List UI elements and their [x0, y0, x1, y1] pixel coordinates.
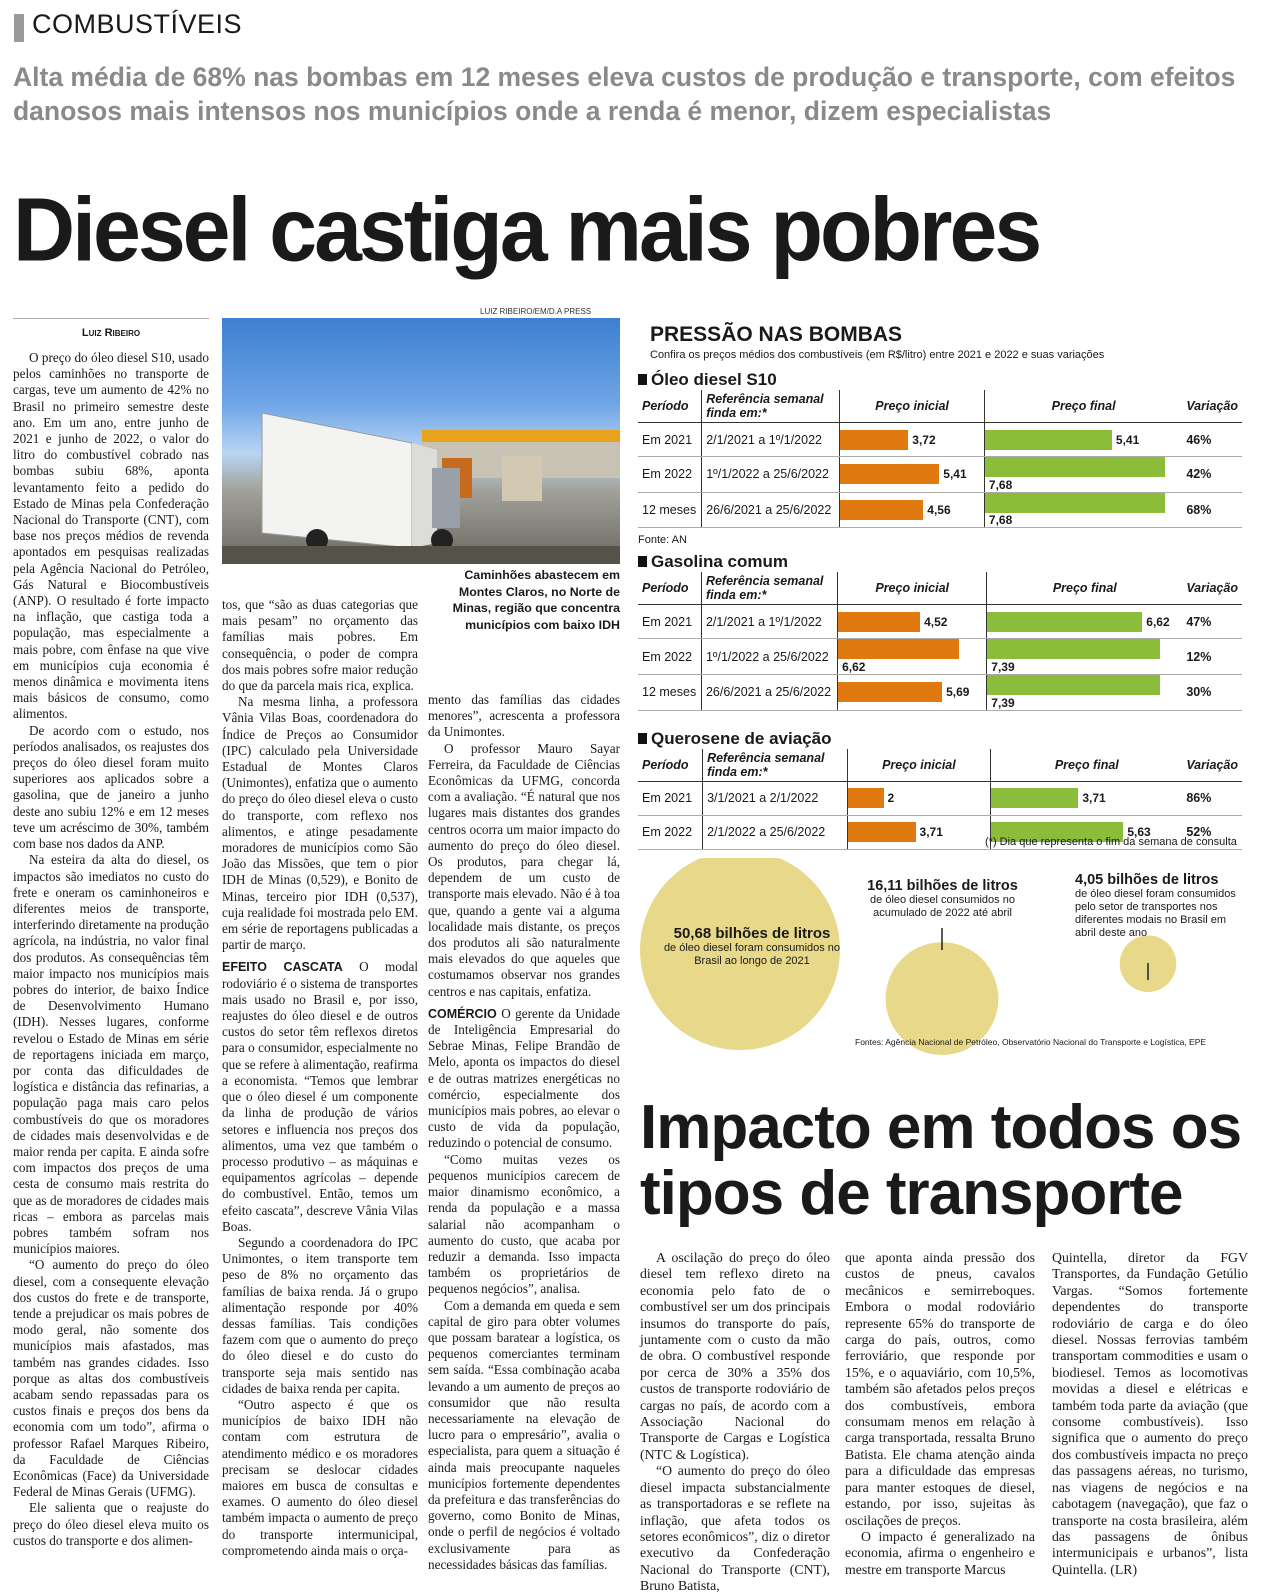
price-tables	[638, 370, 1248, 850]
column-header: Período	[638, 749, 703, 782]
initial-price-cell	[847, 781, 991, 815]
bubble-label-2022: 16,11 bilhões de litros de óleo diesel consumidos no acumulado de 2022 até abril	[867, 878, 1018, 919]
initial-price-label: 5,41	[943, 467, 967, 482]
column-header: Referência semanal finda em:*	[703, 749, 847, 782]
paragraph: Na mesma linha, a professora Vânia Vilas Boas, coordenadora do Índice de Preços ao Consumidor (IPC) calculado pela Universidade Estadual de Montes Claros (Unimontes), enfatiza que o aumento do preço do óleo diesel eleva o custo do transporte, com reflexo nos alimentos, e atinge pesadamente moradores de municípios como São João das Missões, que tem o pior IDH de Minas (0,529), e Bonito de Minas, terceiro pior IDH (0,537), cuja realidade foi mostrada pelo EM. em série de reportagens publicadas a partir de março.	[222, 694, 418, 953]
final-price-cell	[984, 492, 1182, 528]
period-cell: Em 2022	[638, 457, 702, 493]
initial-price-label: 3,72	[912, 432, 936, 447]
initial-price-cell	[840, 457, 985, 493]
period-cell: Em 2022	[638, 639, 701, 675]
column-header: Variação	[1182, 749, 1242, 782]
article-column-2	[222, 597, 418, 1559]
initial-price-cell	[838, 605, 987, 639]
price-table	[638, 572, 1242, 710]
column-header: Referência semanal finda em:*	[701, 572, 837, 605]
final-price-cell	[987, 639, 1183, 675]
variation-cell: 86%	[1182, 781, 1242, 815]
article-column-1	[13, 350, 209, 1549]
final-price-label: 7,39	[991, 695, 1015, 710]
final-price-label: 6,62	[1146, 614, 1170, 629]
article-column-3	[428, 692, 620, 1573]
paragraph: Na esteira da alta do diesel, os impactos são imediatos no custo do frete e oneram os caminhoneiros e diferentes meios de transporte, interferindo diretamente na produção agrícola, na indústria, no valor final dos produtos. As consequências têm maior impacto nos municípios mais pobres do interior, de baixo Índice de Desenvolvimento Humano (IDH). Nesses lugares, conforme revelou o Estado de Minas em série de reportagens iniciada em março, por conta das dificuldades de logística e distância das refinarias, a população paga mais caro pelos combustíveis do que os moradores de cidades mais desenvolvidas e de maior renda per capita. E ainda sofre com impactos dos preços de uma cesta de consumo mais restrita do que as de moradores de cidades mais ricas – embora as parcelas mais pobres também sofram nos municípios maiores.	[13, 852, 209, 1257]
infographic-sources: Fontes: Agência Nacional de Petróleo, Observatório Nacional do Transporte e Logística, EPE	[855, 1037, 1207, 1047]
initial-price-label: 4,52	[924, 614, 948, 629]
square-icon	[638, 374, 647, 385]
final-price-label: 7,39	[991, 660, 1015, 675]
footnote: (*) Dia que representa o fim da semana de consulta	[985, 836, 1237, 848]
initial-price-bar	[838, 639, 959, 659]
final-price-label: 7,68	[988, 477, 1013, 492]
subhead-efeito-cascata: EFEITO CASCATA	[222, 960, 343, 975]
paragraph: “Como muitas vezes os pequenos municípios carecem de maior dinamismo econômico, a renda da população e a massa salarial não acompanham o aumento do custo, que acaba por reduzir a demanda. Isso impacta também os proprietários de pequenos negócios”, analisa.	[428, 1151, 620, 1297]
paragraph: tos, que “são as duas categorias que mais pesam” no orçamento das famílias mais pobres. Em consequência, o poder de compra dos mais pobres sofre maior redução do que da parcela mais rica, explica.	[222, 597, 418, 694]
initial-price-bar	[840, 430, 908, 450]
table-row	[638, 605, 1242, 639]
truck-illustration	[222, 318, 620, 564]
final-price-bar	[985, 430, 1112, 450]
final-price-cell	[987, 605, 1183, 639]
variation-cell: 68%	[1182, 492, 1242, 528]
column-header: Preço inicial	[840, 390, 985, 423]
paragraph: COMÉRCIO O gerente da Unidade de Inteligência Empresarial do Sebrae Minas, Felipe Brandão de Melo, aponta os impactos do diesel e de outras matrizes energéticas no comércio, especialmente dos municípios mais pobres, ao elevar o custo de vida da população, reduzindo o potencial de consumo.	[428, 1005, 620, 1151]
section-marker	[14, 14, 24, 42]
column-header: Período	[638, 390, 702, 423]
sub-article-column-2	[845, 1250, 1035, 1578]
variation-cell: 52%	[1182, 815, 1242, 849]
variation-cell: 42%	[1182, 457, 1242, 493]
infographic-title: PRESSÃO NAS BOMBAS	[650, 323, 903, 346]
paragraph: mento das famílias das cidades menores”, acrescenta a professora da Unimontes.	[428, 692, 620, 740]
paragraph: Com a demanda em queda e sem capital de giro para obter volumes que possam baratear a logística, os pequenos comerciantes terminam sem saída. “Essa combinação acaba levando a um aumento de preços ao consumidor que não resulta necessariamente na elevação de lucro para o empresário”, avalia o especialista, para quem a situação é ainda mais preocupante naqueles municípios fortemente dependentes da prefeitura e das transferências do governo, como Bonito de Minas, onde o perfil de negócios é voltado exclusivamente para as necessidades básicas das famílias.	[428, 1297, 620, 1572]
price-table	[638, 749, 1242, 850]
price-table-block	[638, 552, 1248, 710]
table-row	[638, 492, 1242, 528]
reference-cell: 1º/1/2022 a 25/6/2022	[701, 639, 837, 675]
paragraph: O preço do óleo diesel S10, usado pelos caminhões no transporte de cargas, teve um aumento de 42% no Brasil no primeiro semestre deste ano. Em um ano, entre junho de 2021 e junho de 2022, o valor do litro do combustível cobrado nas bombas subiu 68%, aponta levantamento feito a pedido do Estado de Minas pela Confederação Nacional do Transporte (CNT), com base nos preços médios de revenda apontados em pesquisas realizadas pela Agência Nacional do Petróleo, Gás Natural e Biocombustíveis (ANP). O resultado é forte impacto na inflação, que castiga toda a população, mas especialmente a mais pobre, com ênfase na que vive em municípios cuja economia é menos dinâmica e movimenta itens mais básicos de consumo, como alimentos.	[13, 350, 209, 722]
square-icon	[638, 733, 647, 744]
initial-price-label: 5,69	[946, 685, 970, 700]
price-table	[638, 390, 1242, 528]
final-price-label: 7,68	[988, 513, 1013, 528]
final-price-bar	[987, 612, 1142, 632]
paragraph: Quintella, diretor da FGV Transportes, da Fundação Getúlio Vargas. “Somos fortemente dependentes do transporte rodoviário de carga e do óleo diesel. Nossas ferrovias também transportam commodities e usam o biodiesel. Temos as locomotivas movidas a diesel e elétricas e também toda parte da aviação (que consome combustíveis). Isso significa que o aumento do preço dos combustíveis impacta no preço das passagens aéreas, no turismo, nas viagens de negócios e na cabotagem (navegação), que faz o transporte na costa brasileira, além das passagens de ônibus intermunicipais e urbanos”, lista Quintella. (LR)	[1052, 1250, 1248, 1577]
initial-price-cell	[840, 423, 985, 457]
final-price-bar	[985, 493, 1165, 513]
bubble-label-2021: 50,68 bilhões de litros de óleo diesel foram consumidos no Brasil ao longo de 2021	[663, 925, 841, 967]
final-price-bar	[987, 675, 1160, 695]
column-header: Preço final	[991, 749, 1183, 782]
section-tag: COMBUSTÍVEIS	[32, 9, 243, 39]
paragraph: que aponta ainda pressão dos custos de pneus, cavalos mecânicos e semirreboques. Embora o modal rodoviário represente 65% do transporte de carga do país, outros, como ferroviário, que responde por 15%, e o aquaviário, com 10,5%, também são afetados pelos preços dos combustíveis, embora consumam menos em relação à carga transportada, ressalta Bruno Batista. Ele chama atenção ainda para a dificuldade das empresas para manter estoques de diesel, estando, por isso, sujeitas às oscilações de preços.	[845, 1250, 1035, 1528]
paragraph: O professor Mauro Sayar Ferreira, da Faculdade de Ciências Econômicas da UFMG, concorda com a avaliação. “É natural que nos lugares mais distantes dos grandes centros ocorra um maior impacto do aumento do preço do óleo diesel. Os produtos, para chegar lá, dependem de um custo de transporte mais elevado. Não é à toa que, quando a gente vai a alguma localidade mais distante, os preços dos produtos ali são naturalmente mais elevados do que aqueles que costumamos observar nos grandes centros e nas capitais, enfatiza.	[428, 740, 620, 999]
paragraph: Segundo a coordenadora do IPC Unimontes, o item transporte tem peso de 8% no orçamento das famílias de baixa renda. Já o grupo alimentação responde por 40% dessas famílias. Tais condições fazem com que o aumento do preço do óleo diesel e do custo do transporte seja mais sentido nas cidades de baixa renda per capita.	[222, 1234, 418, 1396]
final-price-bar	[987, 639, 1160, 659]
reference-cell: 2/1/2022 a 25/6/2022	[703, 815, 847, 849]
paragraph: De acordo com o estudo, nos períodos analisados, os reajustes dos preços do óleo diesel foram muito superiores aos aplicados sobre a gasolina, que de janeiro a junho deste ano subiu 12% e em 12 meses teve um acréscimo de 30%, também com base nos dados da ANP.	[13, 722, 209, 852]
photo-caption: Caminhões abastecem em Montes Claros, no Norte de Minas, região que concentra municípios com baixo IDH	[452, 568, 620, 632]
subhead-comercio: COMÉRCIO	[428, 1006, 497, 1021]
bubble-label-april: 4,05 bilhões de litros de óleo diesel foram consumidos pelo setor de transportes nos diferentes modais no Brasil em abril deste ano	[1075, 872, 1236, 939]
final-price-cell	[984, 457, 1182, 493]
paragraph: Ele salienta que o reajuste do preço do óleo diesel eleva muito os custos do transporte e dos alimen-	[13, 1500, 209, 1548]
photo-credit: LUIZ RIBEIRO/EM/D.A PRESS	[480, 307, 592, 316]
reference-cell: 26/6/2021 a 25/6/2022	[702, 492, 840, 528]
final-price-bar	[985, 457, 1165, 477]
period-cell: 12 meses	[638, 492, 702, 528]
column-header: Preço inicial	[847, 749, 991, 782]
reference-cell: 2/1/2021 a 1º/1/2022	[701, 605, 837, 639]
final-price-label: 3,71	[1082, 791, 1106, 806]
initial-price-bar	[838, 612, 920, 632]
table-row	[638, 423, 1242, 457]
column-header: Preço inicial	[838, 572, 987, 605]
infographic-subtitle: Confira os preços médios dos combustíveis (em R$/litro) entre 2021 e 2022 e suas variações	[650, 349, 1105, 361]
paragraph: EFEITO CASCATA O modal rodoviário é o sistema de transportes mais usado no Brasil e, por isso, reajustes do óleo diesel e de outros custos do setor têm reflexos diretos para o consumidor, especialmente no que se refere à alimentação, reafirma a economista. “Temos que lembrar que o óleo diesel é um componente da linha de produção de vários setores e influencia nos preços dos alimentos, uma vez que também o processo produtivo – as máquinas e equipamentos agrícolas – depende do combustível. Então, temos um efeito cascata”, descreve Vânia Vilas Boas.	[222, 959, 418, 1234]
initial-price-label: 4,56	[927, 503, 951, 518]
sub-headline: Impacto em todos os tipos de transporte	[640, 1093, 1242, 1228]
initial-price-bar	[840, 464, 939, 484]
period-cell: Em 2021	[638, 423, 702, 457]
variation-cell: 46%	[1182, 423, 1242, 457]
column-header: Preço final	[987, 572, 1183, 605]
variation-cell: 47%	[1182, 605, 1242, 639]
sub-article-column-1	[640, 1250, 830, 1595]
table-row	[638, 675, 1242, 711]
fuel-title: Óleo diesel S10	[638, 370, 1248, 390]
reference-cell: 1º/1/2022 a 25/6/2022	[702, 457, 840, 493]
fuel-title: Gasolina comum	[638, 552, 1248, 572]
period-cell: Em 2021	[638, 781, 703, 815]
column-header: Período	[638, 572, 701, 605]
final-price-label: 5,63	[1127, 825, 1151, 840]
paragraph: “Outro aspecto é que os municípios de baixo IDH não contam com estrutura de atendimento médico e os moradores precisam se deslocar cidades maiores em busca de consultas e exames. O aumento do óleo diesel também impacta o aumento de preço do transporte intermunicipal, comprometendo ainda mais o orça-	[222, 1396, 418, 1558]
column-header: Variação	[1182, 572, 1242, 605]
paragraph: “O aumento do preço do óleo diesel, com a consequente elevação dos custos do frete e de transporte, tende a prejudicar os mais pobres de modo geral, não somente dos municípios mais afastados, mas também nas grandes cidades. Isso porque as altas dos combustíveis acabam sendo repassadas para os custos finais e preços dos bens da economia com um todo”, afirma o professor Rafael Marques Ribeiro, da Faculdade de Ciências Econômicas (Face) da Universidade Federal de Minas Gerais (UFMG).	[13, 1257, 209, 1500]
reference-cell: 26/6/2021 a 25/6/2022	[701, 675, 837, 711]
price-table-block	[638, 370, 1248, 546]
period-cell: Em 2022	[638, 815, 703, 849]
column-header: Variação	[1182, 390, 1242, 423]
variation-cell: 30%	[1182, 675, 1242, 711]
final-price-cell	[984, 423, 1182, 457]
paragraph: “O aumento do preço do óleo diesel impacta substancialmente as transportadoras e se reflete na inflação, que afeta todos os setores econômicos”, diz o diretor executivo da Confederação Nacional do Transporte (CNT), Bruno Batista,	[640, 1463, 830, 1594]
initial-price-cell	[847, 815, 991, 849]
initial-price-label: 3,71	[919, 825, 943, 840]
kicker: Alta média de 68% nas bombas em 12 meses eleva custos de produção e transporte, com efeitos danosos mais intensos nos municípios onde a renda é menor, dizem especialistas	[13, 62, 1236, 126]
final-price-cell	[991, 781, 1183, 815]
final-price-bar	[991, 788, 1078, 808]
initial-price-cell	[838, 675, 987, 711]
price-table-block	[638, 729, 1248, 850]
table-source: Fonte: AN	[638, 534, 687, 547]
reference-cell: 3/1/2021 a 2/1/2022	[703, 781, 847, 815]
initial-price-label: 6,62	[842, 660, 866, 675]
paragraph: O impacto é generalizado na economia, afirma o engenheiro e mestre em transporte Marcus	[845, 1528, 1035, 1577]
column-header: Referência semanal finda em:*	[702, 390, 840, 423]
initial-price-bar	[838, 682, 942, 702]
paragraph: A oscilação do preço do óleo diesel tem reflexo direto na economia pelo fato de o combustível ser um dos principais insumos do transporte do país, juntamente com o custo da mão de obra. O combustível responde por cerca de 30% a 35% dos custos de transporte rodoviário de cargas no país, de acordo com a Associação Nacional do Transporte de Cargas e Logística (NTC & Logística).	[640, 1250, 830, 1462]
initial-price-label: 2	[887, 791, 895, 806]
initial-price-bar	[848, 788, 884, 808]
initial-price-cell	[838, 639, 987, 675]
table-row	[638, 457, 1242, 493]
column-header: Preço final	[984, 390, 1182, 423]
final-price-cell	[987, 675, 1183, 711]
initial-price-bar	[840, 500, 923, 520]
table-row	[638, 639, 1242, 675]
sub-article-column-3	[1052, 1250, 1248, 1578]
square-icon	[638, 556, 647, 567]
table-row	[638, 781, 1242, 815]
fuel-title: Querosene de aviação	[638, 729, 1248, 749]
reference-cell: 2/1/2021 a 1º/1/2022	[702, 423, 840, 457]
variation-cell: 12%	[1182, 639, 1242, 675]
byline: Luiz Ribeiro	[13, 318, 209, 341]
initial-price-cell	[840, 492, 985, 528]
news-photo	[222, 318, 620, 564]
period-cell: 12 meses	[638, 675, 701, 711]
period-cell: Em 2021	[638, 605, 701, 639]
headline: Diesel castiga mais pobres	[13, 179, 1040, 281]
final-price-label: 5,41	[1115, 432, 1140, 447]
initial-price-bar	[848, 822, 916, 842]
